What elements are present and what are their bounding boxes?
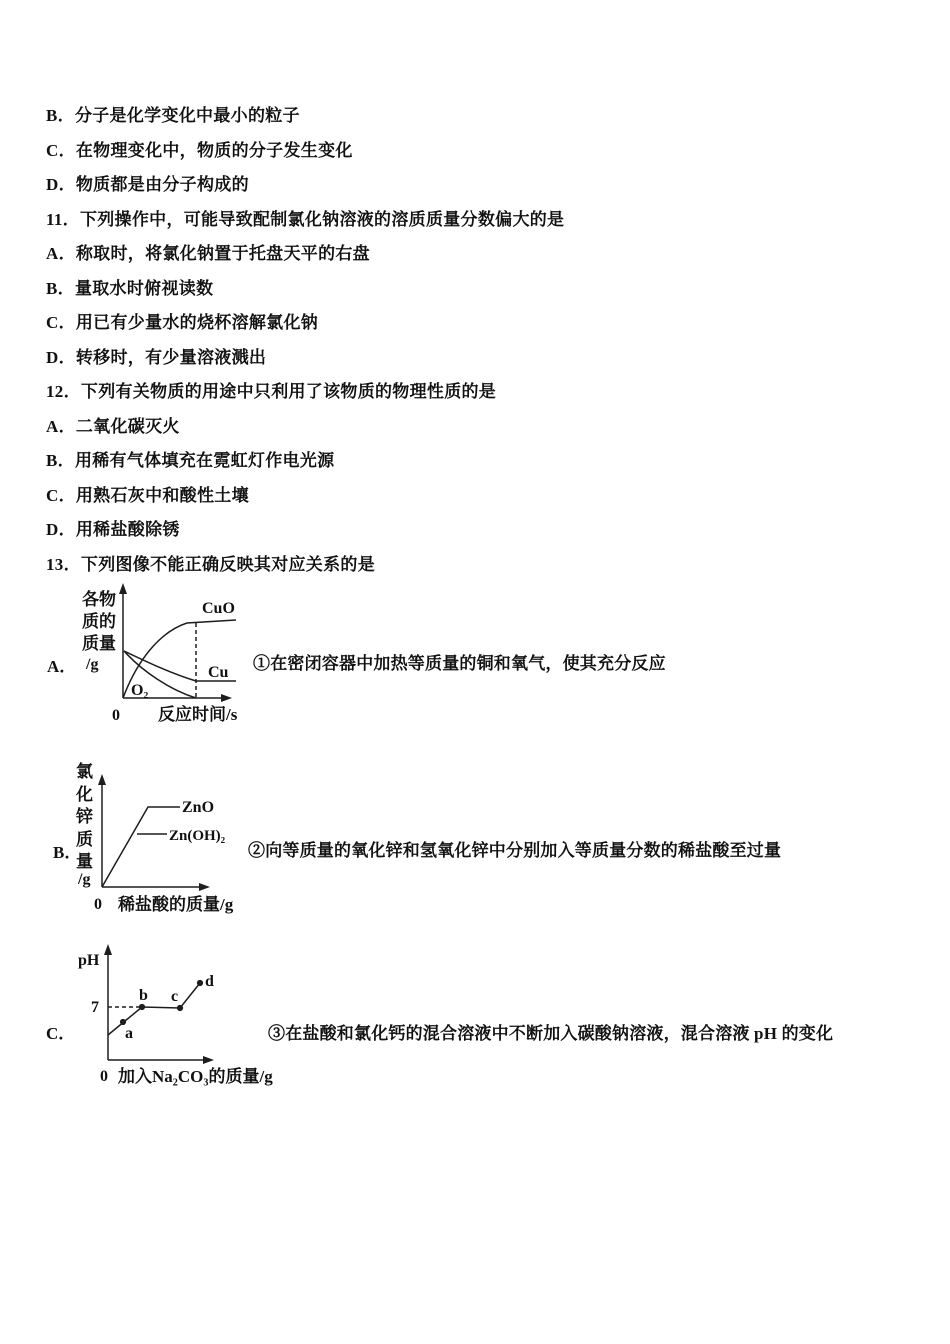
origin-label: 0	[100, 1068, 108, 1085]
q13-stem: 13．下列图像不能正确反映其对应关系的是	[46, 555, 375, 574]
y-axis-label: 质的	[82, 612, 116, 631]
curve-label-cu: Cu	[208, 664, 229, 681]
ph-curve	[108, 983, 200, 1035]
x-axis-arrow-icon	[203, 1056, 214, 1064]
y-axis-label: pH	[78, 952, 100, 969]
y-axis-label: 化	[76, 785, 93, 804]
y-axis-label: 锌	[76, 807, 93, 826]
point-c-label: c	[171, 988, 179, 1005]
q12-option-c: C．用熟石灰中和酸性土壤	[46, 486, 249, 505]
point-b	[139, 1004, 145, 1010]
q11-stem: 11．下列操作中，可能导致配制氯化钠溶液的溶质质量分数偏大的是	[46, 210, 565, 229]
x-axis-label: 反应时间/s	[158, 705, 238, 724]
curve-label-o2: O₂	[131, 682, 149, 699]
q11-option-c: C．用已有少量水的烧杯溶解氯化钠	[46, 313, 319, 332]
x-axis-label: 稀盐酸的质量/g	[118, 895, 234, 914]
q13-figure-a-graph	[40, 583, 245, 735]
origin-label: 0	[112, 707, 120, 724]
y-axis-label: 氯	[76, 762, 93, 781]
y-axis-unit: /g	[78, 871, 91, 888]
q12-stem: 12．下列有关物质的用途中只利用了该物质的物理性质的是	[46, 382, 497, 401]
q10-option-d: D．物质都是由分子构成的	[46, 175, 249, 194]
curve-label-cuo: CuO	[202, 600, 235, 617]
q13-figure-a-description: ①在密闭容器中加热等质量的铜和氧气，使其充分反应	[253, 654, 666, 673]
y-axis-label: 质	[76, 830, 93, 849]
q13-figure-a-label: A．	[47, 657, 77, 676]
y-axis-label: 质量	[82, 634, 116, 653]
y-axis-arrow-icon	[104, 944, 112, 955]
q12-option-a: A．二氧化碳灭火	[46, 417, 180, 436]
q13-figure-b-label: B．	[53, 843, 82, 862]
origin-label: 0	[94, 896, 102, 913]
q13-figure-c-label: C．	[46, 1024, 76, 1043]
line-label-znoh2: Zn(OH)₂	[169, 828, 226, 844]
q11-option-b: B．量取水时俯视读数	[46, 279, 214, 298]
q10-option-c: C．在物理变化中，物质的分子发生变化	[46, 141, 353, 160]
q12-option-d: D．用稀盐酸除锈	[46, 520, 180, 539]
q11-option-d: D．转移时，有少量溶液溅出	[46, 348, 267, 367]
line-label-zno: ZnO	[182, 799, 215, 816]
y-axis-arrow-icon	[98, 774, 106, 785]
point-d-label: d	[205, 973, 214, 990]
point-b-label: b	[139, 987, 148, 1004]
x-axis-arrow-icon	[221, 694, 232, 702]
point-c	[177, 1005, 183, 1011]
y-axis-arrow-icon	[119, 583, 127, 594]
q13-figure-c-graph	[40, 942, 273, 1090]
x-axis-label: 加入Na₂CO₃的质量/g	[118, 1067, 273, 1086]
q12-option-b: B．用稀有气体填充在霓虹灯作电光源	[46, 451, 335, 470]
q11-option-a: A．称取时，将氯化钠置于托盘天平的右盘	[46, 244, 370, 263]
y-axis-label: 各物	[82, 590, 116, 609]
x-axis-arrow-icon	[199, 883, 210, 891]
ph7-tick-label: 7	[91, 999, 99, 1016]
q13-figure-b-description: ②向等质量的氧化锌和氢氧化锌中分别加入等质量分数的稀盐酸至过量	[248, 841, 782, 860]
line-zno	[102, 807, 180, 887]
y-axis-unit: /g	[86, 656, 99, 673]
q13-figure-c-description: ③在盐酸和氯化钙的混合溶液中不断加入碳酸钠溶液，混合溶液 pH 的变化	[268, 1024, 834, 1043]
q10-option-b: B．分子是化学变化中最小的粒子	[46, 106, 300, 125]
q13-figure-b-graph	[40, 757, 240, 922]
y-axis-label: 量	[76, 852, 93, 871]
point-a-label: a	[125, 1025, 133, 1042]
point-d	[197, 980, 203, 986]
